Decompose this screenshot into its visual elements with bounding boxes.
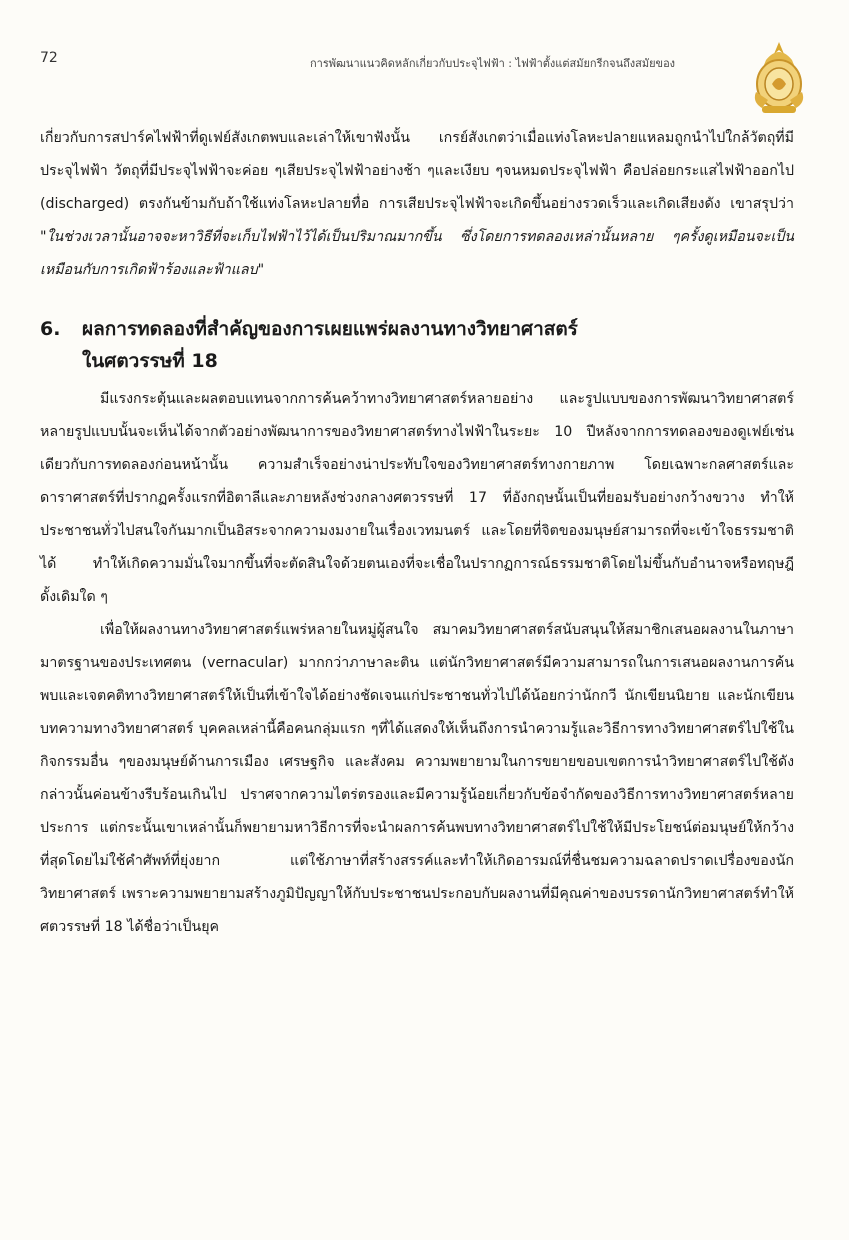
- page-body: [40, 122, 794, 944]
- section-number: 6.: [40, 318, 61, 340]
- running-header: การพัฒนาแนวคิดหลักเกี่ยวกับประจุไฟฟ้า : ไฟฟ้าตั้งแต่สมัยกรีกจนถึงสมัยของ: [310, 57, 676, 70]
- section-heading: [40, 313, 794, 377]
- italic-quotation: "ในช่วงเวลานั้นอาจจะหาวิธีที่จะเก็บไฟฟ้าไว้ได้เป็นปริมาณมากขึ้น ซึ่งโดยการทดลองเหล่านั้นหลาย ๆครั้งดูเหมือนจะเป็นเหมือนกับการเกิดฟ้าร้องและฟ้าแลบ": [40, 229, 794, 278]
- paragraph-text: เกี่ยวกับการสปาร์คไฟฟ้าที่ดูเฟย์สังเกตพบและเล่าให้เขาฟังนั้น เกรย์สังเกตว่าเมื่อแท่งโลหะปลายแหลมถูกนำไปใกล้วัตถุที่มีประจุไฟฟ้า วัตถุที่มีประจุไฟฟ้าจะค่อย ๆเสียประจุไฟฟ้าอย่างช้า ๆและเงียบ ๆจนหมดประจุไฟฟ้า คือปล่อยกระแสไฟฟ้าออกไป (discharged) ตรงกันข้ามกับถ้าใช้แท่งโลหะปลายทื่อ การเสียประจุไฟฟ้าจะเกิดขึ้นอย่างรวดเร็วและเกิดเสียงดัง เขาสรุปว่า: [40, 130, 794, 212]
- paragraph-continued: [40, 122, 794, 287]
- paragraph-research-motivation: มีแรงกระตุ้นและผลตอบแทนจากการค้นคว้าทางวิทยาศาสตร์หลายอย่าง และรูปแบบของการพัฒนาวิทยาศาสตร์หลายรูปแบบนั้นจะเห็นได้จากตัวอย่างพัฒนาการของวิทยาศาสตร์ทางไฟฟ้าในระยะ 10 ปีหลังจากการทดลองของดูเฟย์เช่นเดียวกับการทดลองก่อนหน้านั้น ความสำเร็จอย่างน่าประทับใจของวิทยาศาสตร์ทางกายภาพ โดยเฉพาะกลศาสตร์และดาราศาสตร์ที่ปรากฏครั้งแรกที่อิตาลีและภายหลังช่วงกลางศตวรรษที่ 17 ที่อังกฤษนั้นเป็นที่ยอมรับอย่างกว้างขวาง ทำให้ประชาชนทั่วไปสนใจกันมากเป็นอิสระจากความงมงายในเรื่องเวทมนตร์ และโดยที่จิตของมนุษย์สามารถที่จะเข้าใจธรรมชาติได้ ทำให้เกิดความมั่นใจมากขึ้นที่จะตัดสินใจด้วยตนเองที่จะเชื่อในปรากฏการณ์ธรรมชาติโดยไม่ขึ้นกับอำนาจหรือทฤษฎีดั้งเดิมใด ๆ: [40, 391, 794, 605]
- section-title-line2: ในศตวรรษที่ 18: [82, 350, 218, 372]
- section-title-line1: ผลการทดลองที่สำคัญของการเผยแพร่ผลงานทางวิทยาศาสตร์: [82, 318, 578, 340]
- section-title-text: [82, 313, 578, 377]
- paragraph-science-dissemination: เพื่อให้ผลงานทางวิทยาศาสตร์แพร่หลายในหมู่ผู้สนใจ สมาคมวิทยาศาสตร์สนับสนุนให้สมาชิกเสนอผลงานในภาษามาตรฐานของประเทศตน (vernacular) มากกว่าภาษาละติน แต่นักวิทยาศาสตร์มีความสามารถในการเสนอผลงานการค้นพบและเจตคติทางวิทยาศาสตร์ให้เป็นที่เข้าใจได้อย่างชัดเจนแก่ประชาชนทั่วไปได้น้อยกว่านักกวี นักเขียนนิยาย และนักเขียนบทความทางวิทยาศาสตร์ บุคคลเหล่านี้คือคนกลุ่มแรก ๆที่ได้แสดงให้เห็นถึงการนำความรู้และวิธีการทางวิทยาศาสตร์ไปใช้ในกิจกรรมอื่น ๆของมนุษย์ด้านการเมือง เศรษฐกิจ และสังคม ความพยายามในการขยายขอบเขตการนำวิทยาศาสตร์ไปใช้ดังกล่าวนั้นค่อนข้างรีบร้อนเกินไป ปราศจากความไตร่ตรองและมีความรู้น้อยเกี่ยวกับข้อจำกัดของวิธีการทางวิทยาศาสตร์หลายประการ แต่กระนั้นเขาเหล่านั้นก็พยายามหาวิธีการที่จะนำผลการค้นพบทางวิทยาศาสตร์ไปใช้ให้มีประโยชน์ต่อมนุษย์ให้กว้างที่สุดโดยไม่ใช้คำศัพท์ที่ยุ่งยาก แต่ใช้ภาษาที่สร้างสรรค์และทำให้เกิดอารมณ์ที่ชื่นชมความฉลาดปราดเปรื่องของนักวิทยาศาสตร์ เพราะความพยายามสร้างภูมิปัญญาให้กับประชาชนประกอบกับผลงานที่มีคุณค่าของบรรดานักวิทยาศาสตร์ทำให้ศตวรรษที่ 18 ได้ชื่อว่าเป็นยุค: [40, 622, 794, 935]
- page-number: 72: [40, 50, 58, 66]
- royal-seal-icon: [748, 40, 810, 116]
